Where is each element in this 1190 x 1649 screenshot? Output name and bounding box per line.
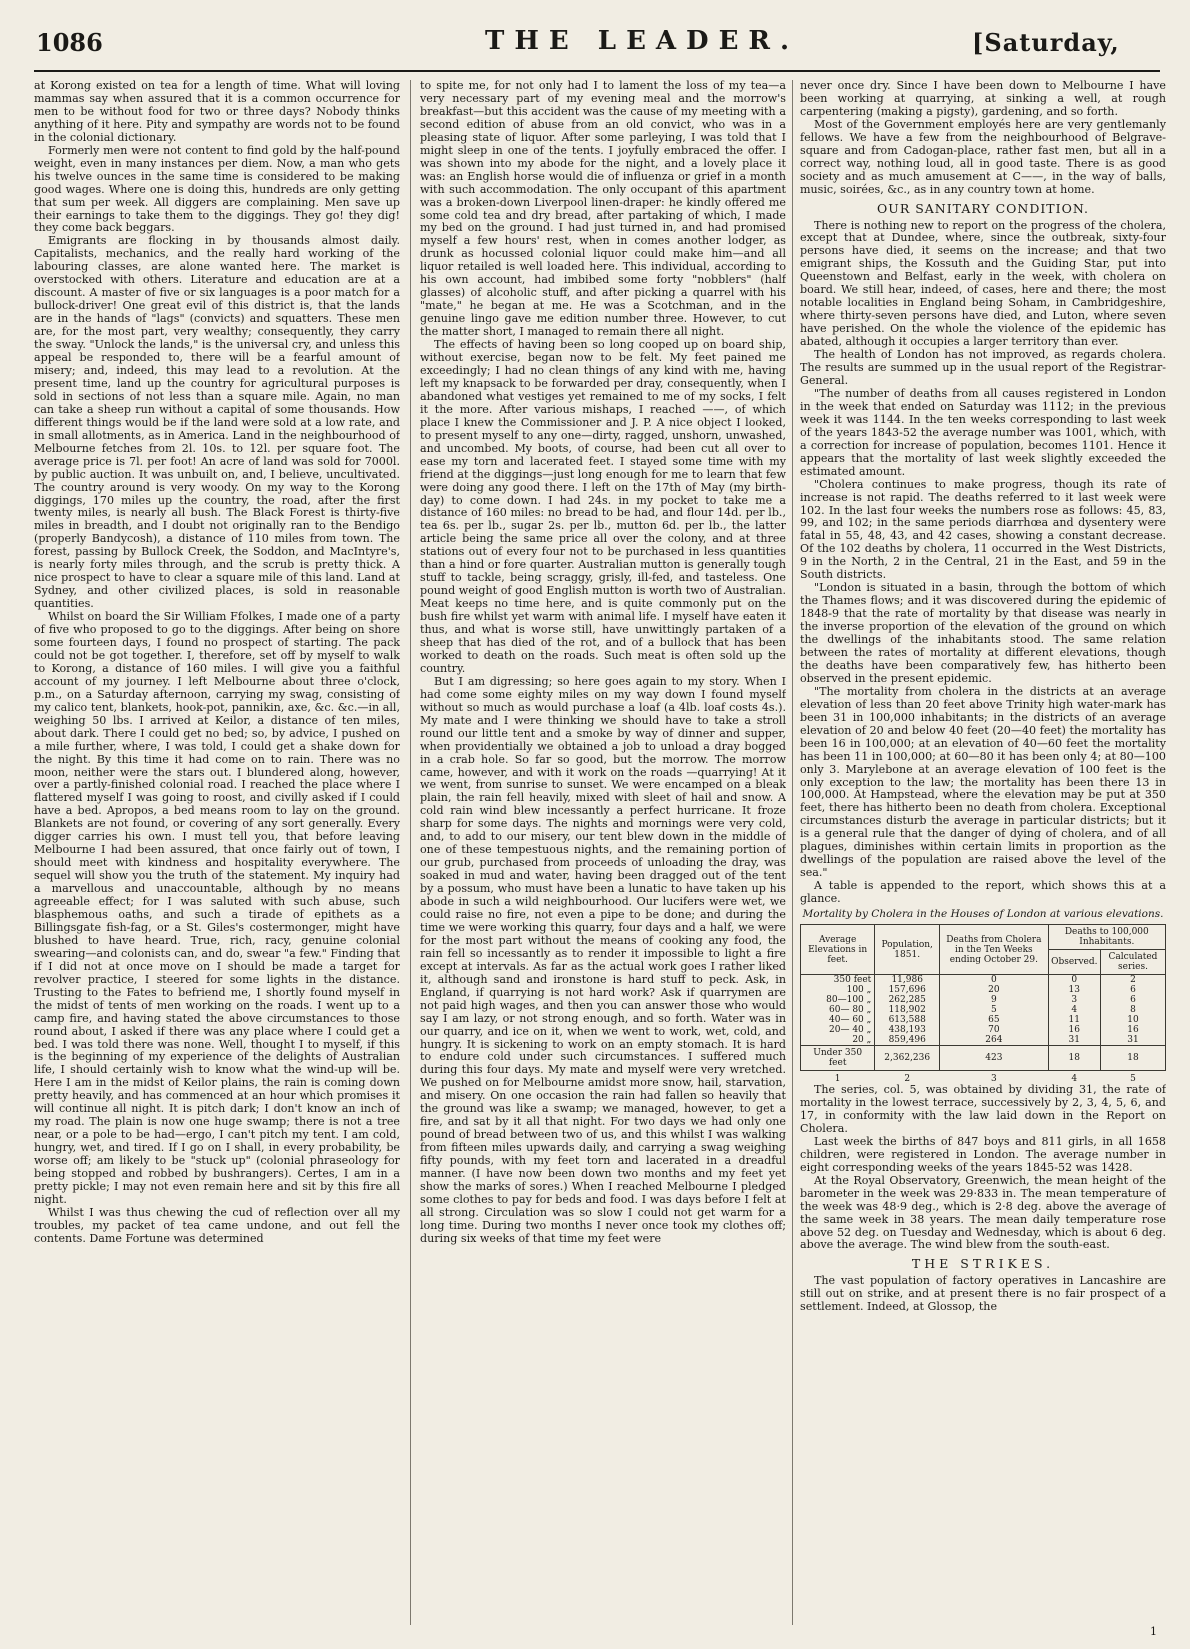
column-divider [410, 80, 411, 1625]
table-row [801, 985, 1166, 995]
article-paragraph: "The mortality from cholera in the districts at an average elevation of less than 20 feet above Trinity high water-mark has been 31 in 100,000 inhabitants; in the districts of an average elevation of 20 and below 40 feet (20—40 feet) the mortality has been 16 in 100,000; at an elevation of 40—60 feet the mortality has been 11 in 100,000; at 60—80 it has been only 4; at 80—100 only 3. Marylebone at an average elevation of 100 feet is the only exception to the law; the mortality has been there 13 in 100,000. At Hampstead, where the elevation may be put at 350 feet, there has hitherto been no death from cholera. Exceptional circumstances disturb the average in particular districts; but it is a general rule that the danger of dying of cholera, and of all plagues, diminishes within certain limits in proportion as the dwellings of the population are raised above the level of the sea." [800, 684, 1166, 880]
table-cell: 13 [1048, 985, 1100, 995]
article-paragraph: Last week the births of 847 boys and 811 girls, in all 1658 children, were registered in London. The average number in eight corresponding weeks of the years 1845-52 was 1428. [800, 1134, 1166, 1174]
table-header-calculated: Calculated series. [1100, 950, 1165, 975]
article-paragraph: "London is situated in a basin, through the bottom of which the Thames flows; and it was discovered during the epidemic of 1848-9 that the rate of mortality by that disease was nearly in the inverse proportion of the elevation of the ground on which the dwellings of the inhabitants stood. The same relation between the rates of mortality at different elevations, though the deaths have been comparatively few, has hitherto been observed in the present epidemic. [800, 581, 1166, 685]
table-header-population: Population, 1851. [875, 925, 940, 975]
table-cell: 10 [1100, 1015, 1165, 1025]
table-cell: 0 [940, 975, 1049, 986]
table-cell: 16 [1100, 1025, 1165, 1035]
header-rule [34, 70, 1160, 72]
article-paragraph: Emigrants are flocking in by thousands almost daily. Capitalists, mechanics, and the really hard working of the labouring classes, are alone wanted here. The market is overstocked with others. Literature and education are at a discount. A master of five or six languages is a poor match for a bullock-driver! One great evil of this district is, that the lands are in the hands of "lags" (convicts) and squatters. These men are, for the most part, very wealthy; consequently, they carry the sway. "Unlock the lands," is the universal cry, and unless this appeal be responded to, there will be a fearful amount of misery; and, indeed, this may lead to a revolution. At the present time, land up the country for agricultural purposes is sold in sections of not less than a square mile. Again, no man can take a sheep run without a capital of some thousands. How different things would be if the land were sold at a low rate, and in small allotments, as in America. Land in the neighbourhood of Melbourne fetches from 2l. 10s. to 12l. per square foot. The average price is 7l. per foot! An acre of land was sold for 7000l. by public auction. It was unbuilt on, and, I believe, uncultivated. The country around is very woody. On my way to the Korong diggings, 170 miles up the country, the road, after the first twenty miles, is nearly all bush. The Black Forest is thirty-five miles in breadth, and I doubt not originally ran to the Bendigo (properly Bandycosh), a distance of 110 miles from town. The forest, passing by Bullock Creek, the Soddon, and MacIntyre's, is nearly forty miles through, and the scrub is pretty thick. A nice prospect to have to clear a square mile of this land. Land at Sydney, and other civilized places, is sold in reasonable quantities. [34, 234, 400, 611]
column-number: 3 [990, 1074, 997, 1085]
page-number: 1086 [36, 28, 103, 57]
table-cell: 4 [1048, 1005, 1100, 1015]
table-cell: 2 [1100, 975, 1165, 986]
table-cell: 2,362,236 [875, 1046, 940, 1071]
table-cell: 70 [940, 1025, 1049, 1035]
table-cell: 5 [940, 1005, 1049, 1015]
article-paragraph: "Cholera continues to make progress, though its rate of increase is not rapid. The deaths referred to it last week were 102. In the last four weeks the numbers rose as follows: 45, 83, 99, and 102; in the same periods diarrhœa and dysentery were fatal in 55, 48, 43, and 42 cases, showing a constant decrease. Of the 102 deaths by cholera, 11 occurred in the West Districts, 9 in the North, 2 in the Central, 21 in the East, and 59 in the South districts. [800, 477, 1166, 582]
table-cell: 438,193 [875, 1025, 940, 1035]
table-header-observed: Observed. [1048, 950, 1100, 975]
article-paragraph: The effects of having been so long cooped up on board ship, without exercise, began now to be felt. My feet pained me exceedingly; I had no clean things of any kind with me, having left my knapsack to be forwarded per dray, consequently, when I abandoned what vestiges yet remained to me of my socks, I felt it the more. After various mishaps, I reached ——, of which place I knew the Commissioner and J. P. A nice object I looked, to present myself to any one—dirty, ragged, unshorn, unwashed, and uncombed. My boots, of course, had been cut all over to ease my torn and lacerated feet. I stayed some time with my friend at the diggings—just long enough for me to learn that few were doing any good there. I left on the 17th of May (my birth-day) to come down. I had 24s. in my pocket to take me a distance of 160 miles: no bread to be had, and flour 14d. per lb., tea 6s. per lb., sugar 2s. per lb., mutton 6d. per lb., the latter article being the same price all over the colony, and at three stations out of every four not to be purchased in less quantities than a hind or fore quarter. Australian mutton is generally tough stuff to tackle, being scraggy, grisly, ill-fed, and tasteless. One pound weight of good English mutton is worth two of Australian. Meat keeps no time here, and is quite commonly put on the bush fire whilst yet warm with animal life. I myself have eaten it thus, and what is worse still, have unwittingly partaken of a sheep that has died of the rot, and of a bullock that has been worked to death on the roads. Such meat is often sold up the country. [420, 338, 786, 675]
table-cell: 859,496 [875, 1035, 940, 1046]
table-cell: 18 [1100, 1046, 1165, 1071]
table-cell: 60— 80 „ [801, 1005, 875, 1015]
article-paragraph: Whilst I was thus chewing the cud of reflection over all my troubles, my packet of tea came undone, and out fell the contents. Dame Fortune was determined [34, 1205, 400, 1245]
table-cell: 423 [940, 1046, 1049, 1071]
newspaper-title: THE LEADER. [485, 26, 800, 56]
table-cell: 100 „ [801, 985, 875, 995]
table-cell: 18 [1048, 1046, 1100, 1071]
table-cell: 6 [1100, 995, 1165, 1005]
table-cell: 20 [940, 985, 1049, 995]
article-paragraph: There is nothing new to report on the progress of the cholera, except that at Dundee, where, since the outbreak, sixty-four persons have died, it seems on the increase; and that two emigrant ships, the Kossuth and the Guiding Star, put into Queenstown and Belfast, early in the week, with cholera on board. We still hear, indeed, of cases, here and there; the most notable localities in England being Soham, in Cambridgeshire, where thirty-seven persons have died, and Luton, where seven have perished. On the whole the violence of the epidemic has abated, although it occupies a larger territory than ever. [800, 218, 1166, 349]
table-cell: 8 [1100, 1005, 1165, 1015]
page-header [0, 0, 1190, 60]
article-paragraph: The health of London has not improved, as regards cholera. The results are summed up in the usual report of the Registrar-General. [800, 348, 1166, 387]
column-number: 2 [904, 1074, 911, 1085]
table-cell: 264 [940, 1035, 1049, 1046]
table-cell: 31 [1048, 1035, 1100, 1046]
table-cell: Under 350 feet [801, 1046, 875, 1071]
table-cell: 613,588 [875, 1015, 940, 1025]
article-paragraph: At the Royal Observatory, Greenwich, the mean height of the barometer in the week was 29·833 in. The mean temperature of the week was 48·9 deg., which is 2·8 deg. above the average of the same week in 38 years. The mean daily temperature rose above 52 deg. on Tuesday and Wednesday, which is about 6 deg. above the average. The wind blew from the south-east. [800, 1173, 1166, 1252]
section-heading-sanitary: OUR SANITARY CONDITION. [877, 200, 1089, 216]
table-cell: 80—100 „ [801, 995, 875, 1005]
table-row [801, 1015, 1166, 1025]
article-paragraph: to spite me, for not only had I to lament the loss of my tea—a very necessary part of my evening meal and the morrow's breakfast—but this accident was the cause of my meeting with a second edition of abuse from an old convict, who was in a pleasing state of liquor. After some parleying, I was told that I might sleep in one of the tents. I joyfully embraced the offer. I was shown into my abode for the night, and a lovely place it was: an English horse would die of influenza or grief in a month with such accommodation. The only occupant of this apartment was a broken-down Liverpool linen-draper: he kindly offered me some cold tea and dry bread, after partaking of which, I made my bed on the ground. I had just turned in, and had promised myself a few hours' rest, when in comes another lodger, as drunk as hocussed colonial liquor could make him—and all liquor retailed is well loaded here. This individual, according to his own account, had imbibed some forty "nobblers" (half glasses) of alcoholic stuff, and after picking a quarrel with his "mate," he began at me. He was a Scotchman, and in the genuine lingo gave me edition number three. However, to cut the matter short, I managed to remain there all night. [420, 80, 786, 339]
table-cell: 0 [1048, 975, 1100, 986]
column-number: 5 [1130, 1074, 1136, 1085]
table-cell: 11 [1048, 1015, 1100, 1025]
column-3 [800, 80, 1166, 1635]
table-row [801, 1035, 1166, 1046]
table-cell: 157,696 [875, 985, 940, 995]
table-cell: 6 [1100, 985, 1165, 995]
section-heading-strikes: THE STRIKES. [911, 1256, 1055, 1272]
column-number: 4 [1071, 1074, 1078, 1085]
table-cell: 118,902 [875, 1005, 940, 1015]
article-paragraph: never once dry. Since I have been down to Melbourne I have been working at quarrying, at sinking a well, at rough carpentering (making a pigsty), gardening, and so forth. [800, 80, 1166, 118]
article-paragraph: A table is appended to the report, which shows this at a glance. [800, 879, 1166, 906]
table-cell: 20— 40 „ [801, 1025, 875, 1035]
article-paragraph: Formerly men were not content to find gold by the half-pound weight, even in many instances per diem. Now, a man who gets his twelve ounces in the same time is considered to be making good wages. Where one is doing this, hundreds are only getting that sum per week. All diggers are complaining. Men save up their earnings to take them to the diggings. They go! they dig! they come back beggars. [34, 143, 400, 235]
article-paragraph: The series, col. 5, was obtained by dividing 31, the rate of mortality in the lowest terrace, successively by 2, 3, 4, 5, 6, and 17, in conformity with the law laid down in the Report on Cholera. [800, 1083, 1166, 1135]
page-end-mark: 1 [1150, 1625, 1157, 1638]
table-row [801, 975, 1166, 986]
table-cell: 262,285 [875, 995, 940, 1005]
table-cell: 40— 60 „ [801, 1015, 875, 1025]
table-cell: 65 [940, 1015, 1049, 1025]
table-header-elevation: Average Elevations in feet. [801, 925, 875, 975]
column-divider [792, 80, 793, 1625]
table-caption: Mortality by Cholera in the Houses of London at various elevations. [802, 908, 1164, 921]
column-number: 1 [834, 1074, 841, 1085]
article-paragraph: But I am digressing; so here goes again to my story. When I had come some eighty miles on my way down I found myself without so much as would purchase a loaf (a 4lb. loaf costs 4s.). My mate and I were thinking we should have to take a stroll round our little tent and a smoke by way of dinner and supper, when providentially we obtained a job to unload a dray bogged in a crab hole. So far so good, but the morrow. The morrow came, however, and with it work on the roads —quarrying! At it we went, from sunrise to sunset. We were encamped on a bleak plain, the rain fell heavily, mixed with sleet of hail and snow. A cold rain wind blew incessantly a perfect hurricane. It froze sharp for some days. The nights and mornings were very cold, and, to add to our misery, our tent blew down in the middle of one of these tempestuous nights, and the remaining portion of our grub, purchased from proceeds of unloading the dray, was soaked in mud and water, having been dragged out of the tent by a possum, who must have been a lunatic to have taken up his abode in such a wild neighbourhood. Our lucifers were wet, we could raise no fire, not even a pipe to be done; and during the time we were working this quarry, four days and a half, we were for the most part without the means of cooking any food, the rain fell so incessantly as to render it impossible to light a fire except at intervals. As far as the actual work goes I rather liked it, although sand and ironstone is hard stuff to peck. Ask, in England, if quarrying is not hard work? Ask if quarrymen are not paid high wages, and then you can answer those who would say I am lazy, or not strong enough, and so forth. Water was in our quarry, and ice on it, when we went to work, wet, cold, and hungry. It is sickening to work on an empty stomach. It is hard to endure cold under such circumstances. I suffered much during this four days. My mate and myself were very wretched. We pushed on for Melbourne amidst more snow, hail, starvation, and misery. On one occasion the rain had fallen so heavily that the ground was like a swamp; we managed, however, to get a fire, and sat by it all that night. For two days we had only one pound of bread between two of us, and this whilst I was walking from fifteen miles upwards daily, and carrying a swag weighing fifty pounds, with my feet torn and lacerated in a dreadful manner. (I have now been down two months and my feet yet show the marks of sores.) When I reached Melbourne I pledged some clothes to pay for beds and food. I was days before I felt at all strong. Circulation was so slow I could not get warm for a long time. During two months I never once took my clothes off; during six weeks of that time my feet were [420, 674, 786, 1245]
table-row [801, 1025, 1166, 1035]
table-row [801, 1005, 1166, 1015]
table-total-row [801, 1046, 1166, 1071]
article-paragraph: Whilst on board the Sir William Ffolkes, I made one of a party of five who proposed to go to the diggings. After being on shore some fourteen days, I found no prospect of starting. The pack could not be got together. I, therefore, set off by myself to walk to Korong, a distance of 160 miles. I will give you a faithful account of my journey. I left Melbourne about three o'clock, p.m., on a Saturday afternoon, carrying my swag, consisting of my calico tent, blankets, hook-pot, pannikin, axe, &c. &c.—in all, weighing 50 lbs. I arrived at Keilor, a distance of ten miles, about dark. There I could get no bed; so, by advice, I pushed on a mile further, where, I was told, I could get a shake down for the night. By this time it had come on to rain. There was no moon, neither were the stars out. I blundered along, however, over a partly-finished colonial road. I reached the place where I flattered myself I was going to roost, and civilly asked if I could have a bed. Apropos, a bed means room to lay on the ground. Blankets are not found, or covering of any sort generally. Every digger carries his own. I must tell you, that before leaving Melbourne I had been assured, that once fairly out of town, I should meet with kindness and hospitality everywhere. The sequel will show you the truth of the statement. My inquiry had a marvellous and unaccountable, although by no means agreeable effect; for I was saluted with such abuse, such blasphemous oaths, and such a tirade of epithets as a Billingsgate fish-fag, or a St. Giles's costermonger, might have blushed to have heard. True, rich, racy, genuine colonial swearing—and colonists can, and do, swear "a few." Finding that if I did not at once move on I should be made a target for revolver practice, I steered for some lights in the distance. Trusting to the Fates to befriend me, I shortly found myself in the midst of tents of men working on the roads. I went up to a camp fire, and having stated the above circumstances to those round about, I asked if there was any place where I could get a bed. I was told there was none. Well, thought I to myself, if this is the beginning of my experience of the delights of Australian life, I should certainly wish to know what the wind-up will be. Here I am in the midst of Keilor plains, the rain is coming down pretty heavily, and has commenced at an hour which promises it will continue all night. It is pitch dark; I don't know an inch of my road. The plain is now one huge swamp; there is not a tree near, or a pole to be had—ergo, I can't pitch my tent. I am cold, hungry, wet, and tired. If I go on I shall, in every probability, be worse off; am likely to be "stuck up" (colonial phraseology for being stopped and robbed by bushrangers). Certes, I am in a pretty pickle; I may not even remain here and sit by this fire all night. [34, 610, 400, 1206]
table-cell: 350 feet [801, 975, 875, 986]
mortality-table [800, 924, 1166, 1084]
table-column-numbers [801, 1071, 1166, 1085]
article-paragraph: "The number of deaths from all causes registered in London in the week that ended on Saturday was 1112; in the previous week it was 1144. In the ten weeks corresponding to last week of the years 1843-52 the average number was 1001, which, with a correction for increase of population, becomes 1101. Hence it appears that the mortality of last week slightly exceeded the estimated amount. [800, 386, 1166, 478]
table-cell: 20 „ [801, 1035, 875, 1046]
table-cell: 9 [940, 995, 1049, 1005]
table-row [801, 995, 1166, 1005]
table-cell: 3 [1048, 995, 1100, 1005]
table-cell: 11,986 [875, 975, 940, 986]
table-header-deaths-ten-weeks: Deaths from Cholera in the Ten Weeks ending October 29. [940, 925, 1049, 975]
article-paragraph: Most of the Government employés here are very gentlemanly fellows. We have a few from the neighbourhood of Belgrave-square and from Cadogan-place, rather fast men, but all in a correct way, nothing loud, all in good taste. There is as good society and as much amusement at C——, in the way of balls, music, soirées, &c., as in any country town at home. [800, 117, 1166, 196]
article-paragraph: at Korong existed on tea for a length of time. What will loving mammas say when assured that it is a common occurrence for men to be without food for two or three days? Nobody thinks anything of it here. Pity and sympathy are words not to be found in the colonial dictionary. [34, 80, 400, 144]
issue-day: [Saturday, [972, 28, 1120, 57]
table-cell: 31 [1100, 1035, 1165, 1046]
column-2 [420, 80, 786, 1635]
table-header-deaths-per-100000: Deaths to 100,000 Inhabitants. [1048, 925, 1165, 950]
article-paragraph: The vast population of factory operatives in Lancashire are still out on strike, and at present there is no fair prospect of a settlement. Indeed, at Glossop, the [800, 1274, 1166, 1314]
table-cell: 16 [1048, 1025, 1100, 1035]
column-1 [34, 80, 400, 1635]
